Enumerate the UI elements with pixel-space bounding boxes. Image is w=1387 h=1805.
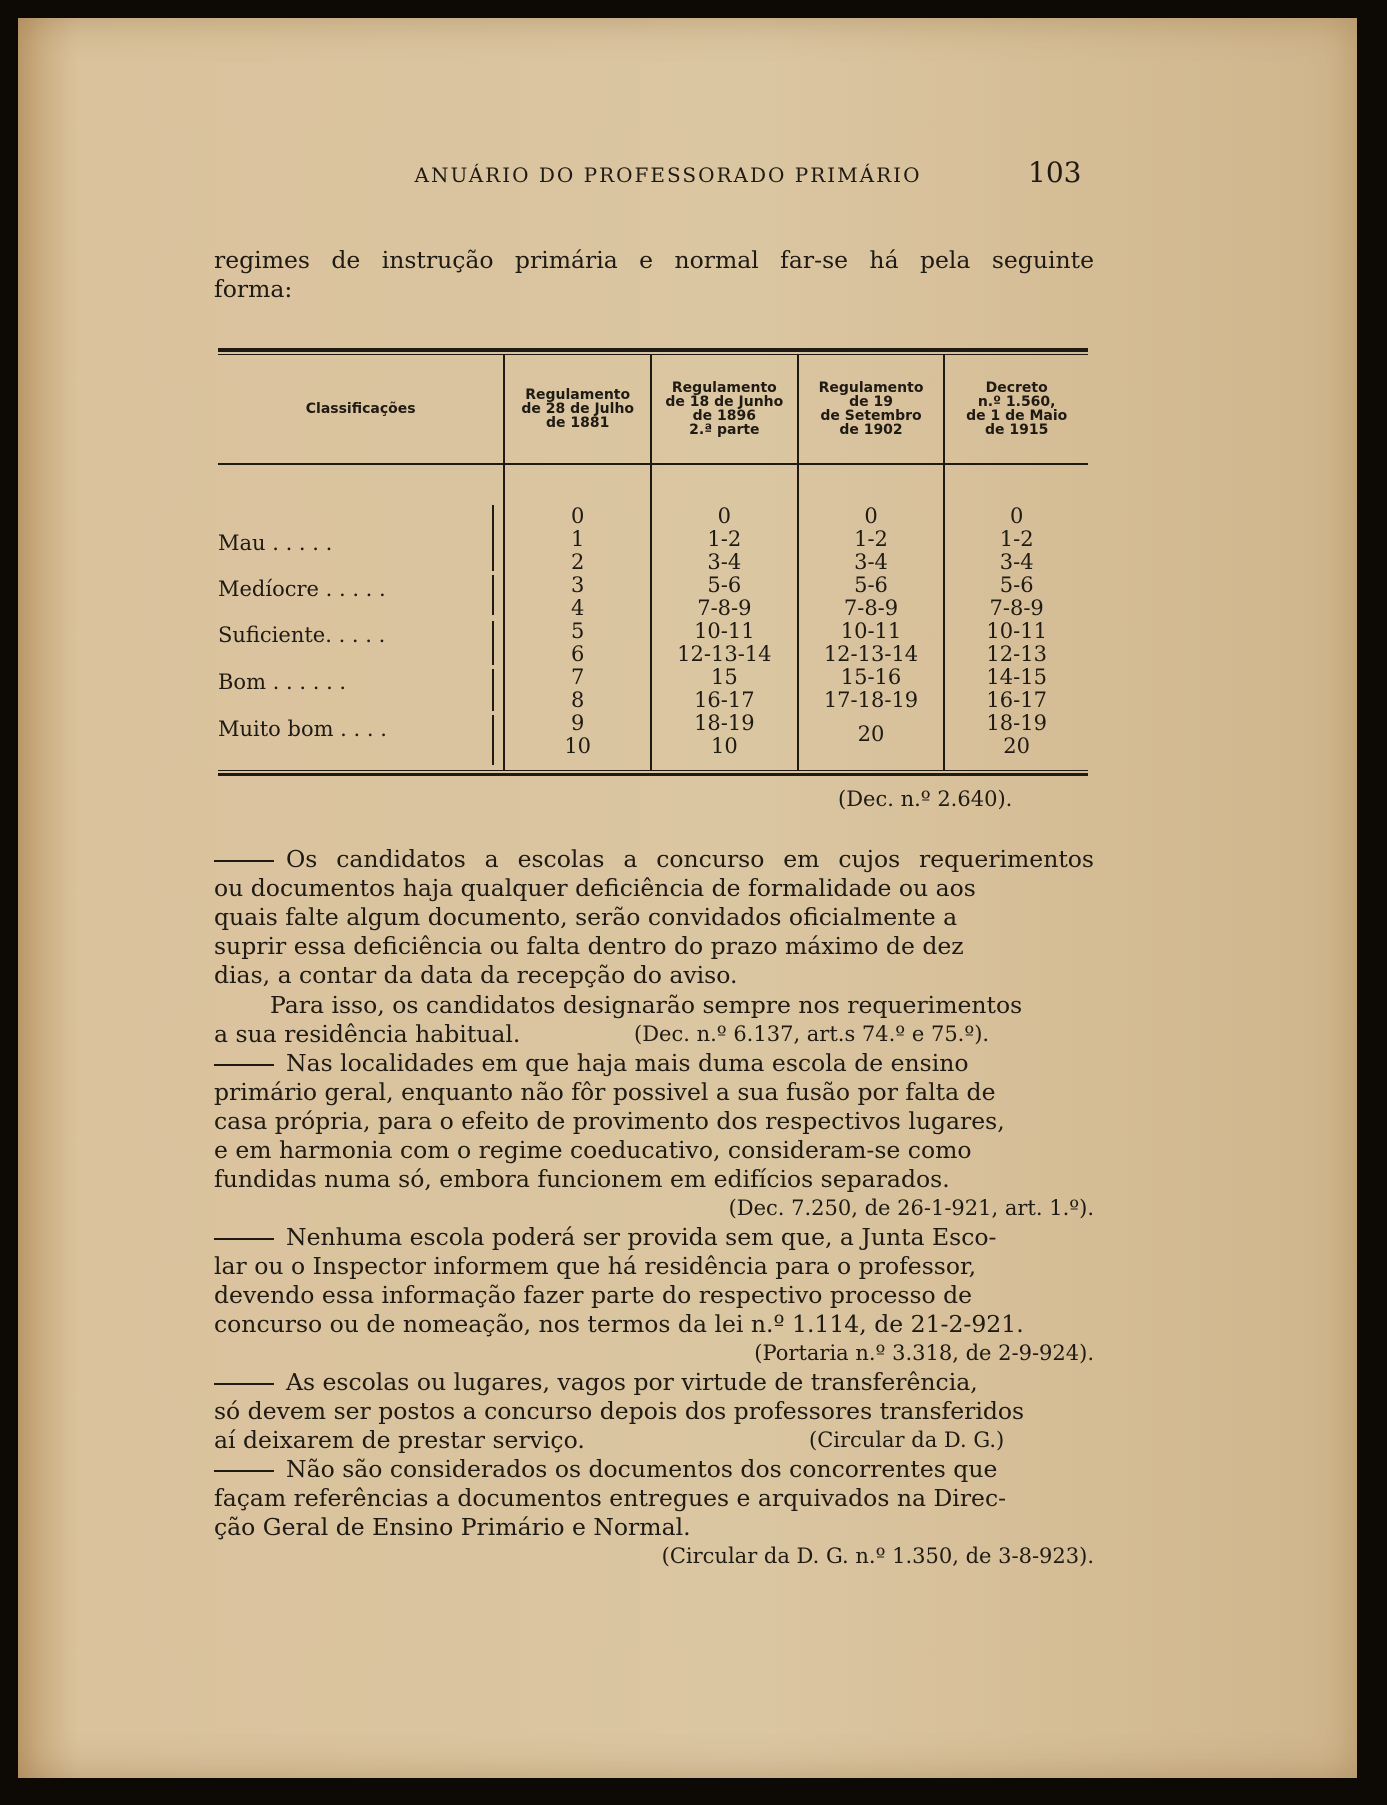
reference: (Dec. n.º 6.137, art.s 74.º e 75.º).: [634, 1022, 990, 1046]
reference: (Dec. 7.250, de 26-1-921, art. 1.º).: [728, 1196, 1094, 1220]
text-line: só devem ser postos a concurso depois dos professores transferidos: [214, 1397, 1025, 1425]
value-cell: 15-16: [840, 665, 902, 689]
brace: [488, 505, 494, 571]
text-line: primário geral, enquanto não fôr possivel a sua fusão por falta de: [214, 1078, 996, 1106]
header-line: de 1902: [839, 422, 903, 438]
header-line: Regulamento: [671, 380, 777, 396]
header-line: de 19: [849, 394, 893, 410]
value-cell: 0: [1009, 504, 1024, 528]
text-line: Para isso, os candidatos designarão sempre nos requerimentos: [270, 991, 1023, 1019]
em-dash-rule: [214, 1238, 274, 1240]
text-line: aí deixarem de prestar serviço.: [214, 1426, 585, 1454]
reference: (Circular da D. G. n.º 1.350, de 3-8-923).: [661, 1544, 1094, 1568]
value-cell: 20: [857, 722, 885, 746]
header-line: de Setembro: [820, 408, 922, 424]
value-cell: 5: [571, 619, 585, 643]
header-line: de 18 de Junho: [665, 394, 784, 410]
classification-mau: Mau . . . . .: [218, 531, 333, 555]
value-cell: 1-2: [854, 527, 888, 551]
value-cell: 10-11: [840, 619, 902, 643]
grading-table: [218, 348, 1088, 776]
classification-bom: Bom . . . . . .: [218, 670, 347, 694]
header-line: Classificações: [305, 401, 416, 417]
em-dash-rule: [214, 860, 274, 862]
text-line: Nas localidades em que haja mais duma escola de ensino: [286, 1049, 969, 1077]
header-line: de 1896: [692, 408, 757, 424]
value-cell: 3-4: [707, 550, 742, 574]
value-cell: 18-19: [694, 711, 755, 735]
value-cell: 2: [571, 550, 585, 574]
brace: [488, 715, 494, 765]
paragraph-candidatos: [214, 845, 1094, 990]
value-cell: 9: [571, 711, 585, 735]
paragraph-escolas-vagos: [214, 1368, 1094, 1455]
text-line: forma:: [214, 275, 293, 303]
column-1881: [503, 465, 650, 770]
value-cell: 1: [571, 527, 585, 551]
text-line: façam referências a documentos entregues e arquivados na Direc-: [214, 1484, 1007, 1512]
text-line: As escolas ou lugares, vagos por virtude de transferência,: [286, 1368, 978, 1396]
column-1896: [650, 465, 797, 770]
value-cell: 0: [864, 504, 878, 528]
table-body: [218, 465, 1088, 770]
header-line: Regulamento: [818, 380, 924, 396]
value-cell: 7-8-9: [989, 596, 1044, 620]
value-cell: 7: [571, 665, 585, 689]
text-line: e em harmonia com o regime coeducativo, consideram-se como: [214, 1136, 972, 1164]
classification-muito-bom: Muito bom . . . .: [218, 717, 387, 741]
paragraph-residencia: [214, 991, 1094, 1049]
header-line: Decreto: [985, 380, 1048, 396]
table-source: (Dec. n.º 2.640).: [838, 787, 1013, 811]
value-cell: 10: [564, 734, 592, 758]
header-reg-1896: [650, 355, 797, 463]
value-cell: 4: [571, 596, 585, 620]
running-head: ANUÁRIO DO PROFESSORADO PRIMÁRIO: [414, 163, 922, 187]
text-line: lar ou o Inspector informem que há residência para o professor,: [214, 1252, 977, 1280]
em-dash-rule: [214, 1064, 274, 1066]
text-line: concurso ou de nomeação, nos termos da lei n.º 1.114, de 21-2-921.: [214, 1310, 1024, 1338]
value-cell: 7-8-9: [843, 596, 899, 620]
value-cell: 20: [1003, 734, 1031, 758]
value-cell: 1-2: [999, 527, 1034, 551]
value-cell: 6: [571, 642, 585, 666]
text-line: Não são considerados os documentos dos concorrentes que: [286, 1455, 998, 1483]
header-dec-1915: [943, 355, 1088, 463]
header-reg-1881: [503, 355, 650, 463]
header-line: de 1 de Maio: [966, 408, 1068, 424]
value-cell: 3-4: [854, 550, 888, 574]
intro-paragraph: [214, 246, 1094, 304]
value-cell: 17-18-19: [823, 688, 919, 712]
value-cell: 18-19: [986, 711, 1047, 735]
column-1902: [797, 465, 944, 770]
text-line: fundidas numa só, embora funcionem em edifícios separados.: [214, 1165, 950, 1193]
value-cell: 10-11: [694, 619, 755, 643]
paragraph-documentos: [214, 1455, 1094, 1571]
header-classificacoes: [218, 355, 503, 463]
paragraph-nenhuma-escola: [214, 1223, 1094, 1368]
value-cell: 0: [571, 504, 585, 528]
value-cell: 7-8-9: [697, 596, 752, 620]
value-cell: 16-17: [986, 688, 1047, 712]
table-bottom-rule: [218, 770, 1088, 776]
value-cell: 14-15: [986, 665, 1047, 689]
value-cell: 15: [710, 665, 738, 689]
value-cell: 1-2: [707, 527, 742, 551]
value-cell: 5-6: [854, 573, 888, 597]
text-line: quais falte algum documento, serão convidados oficialmente a: [214, 903, 958, 931]
value-cell: 12-13-14: [677, 642, 772, 666]
classification-mediocre: Medíocre . . . . .: [218, 577, 386, 601]
value-cell: 3-4: [999, 550, 1034, 574]
em-dash-rule: [214, 1470, 274, 1472]
page-number: 103: [1028, 156, 1082, 189]
header-line: de 1915: [984, 422, 1049, 438]
text-line: devendo essa informação fazer parte do respectivo processo de: [214, 1281, 973, 1309]
value-cell: 10-11: [986, 619, 1047, 643]
text-line: casa própria, para o efeito de provimento dos respectivos lugares,: [214, 1107, 1005, 1135]
header-line: n.º 1.560,: [977, 394, 1056, 410]
value-cell: 12-13-14: [823, 642, 919, 666]
text-line: dias, a contar da data da recepção do aviso.: [214, 961, 738, 989]
classification-suficiente: Suficiente. . . . .: [218, 623, 386, 647]
value-cell: 16-17: [694, 688, 755, 712]
header-line: de 28 de Julho: [521, 401, 635, 417]
header-line: 2.ª parte: [689, 422, 760, 438]
value-cell: 8: [571, 688, 585, 712]
classifications-column: [218, 465, 503, 770]
text-line: Nenhuma escola poderá ser provida sem que, a Junta Esco-: [286, 1223, 997, 1251]
text-line: Os candidatos a escolas a concurso em cujos requerimentos: [286, 845, 1094, 873]
brace: [488, 669, 494, 711]
reference: (Portaria n.º 3.318, de 2-9-924).: [754, 1341, 1094, 1365]
book-page: [18, 18, 1357, 1778]
text-line: suprir essa deficiência ou falta dentro do prazo máximo de dez: [214, 932, 964, 960]
table-header-row: [218, 355, 1088, 465]
header-reg-1902: [797, 355, 944, 463]
value-cell: 10: [710, 734, 738, 758]
header-line: de 1881: [546, 415, 610, 431]
value-cell: 3: [571, 573, 585, 597]
table-top-rule: [218, 348, 1088, 355]
em-dash-rule: [214, 1383, 274, 1385]
text-line: ção Geral de Ensino Primário e Normal.: [214, 1513, 691, 1541]
paragraph-localidades: [214, 1049, 1094, 1223]
column-1915: [943, 465, 1088, 770]
reference: (Circular da D. G.): [809, 1428, 1005, 1452]
brace: [488, 575, 494, 615]
value-cell: 12-13: [986, 642, 1047, 666]
brace: [488, 621, 494, 665]
value-cell: 5-6: [999, 573, 1034, 597]
value-cell: 5-6: [707, 573, 742, 597]
text-line: ou documentos haja qualquer deficiência de formalidade ou aos: [214, 874, 976, 902]
value-cell: 0: [717, 504, 732, 528]
header-line: Regulamento: [525, 387, 631, 403]
text-line: a sua residência habitual.: [214, 1020, 521, 1048]
text-line: regimes de instrução primária e normal far-se há pela seguinte: [214, 246, 1094, 274]
